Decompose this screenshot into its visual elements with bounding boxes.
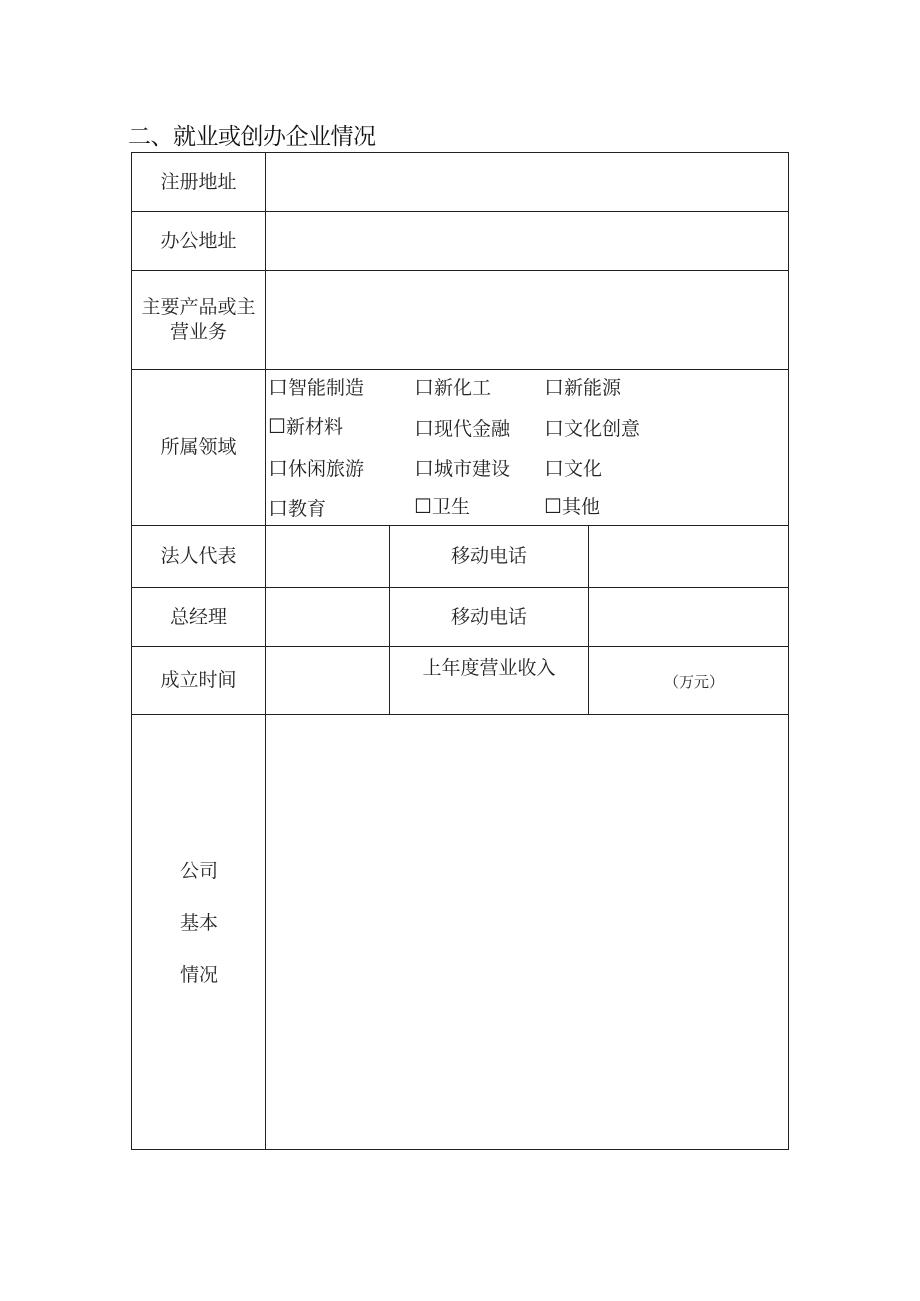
main-products-label	[131, 270, 266, 370]
general-manager-field[interactable]	[265, 587, 390, 647]
registered-address-label-text: 注册地址	[160, 170, 237, 193]
company-info-label-line2: 基本	[179, 912, 218, 934]
option-label: 文化	[564, 458, 603, 480]
checkbox-icon[interactable]: 口	[268, 456, 288, 480]
industry-option-intelligent-manufacturing[interactable]	[268, 371, 364, 400]
company-info-label-line1: 公司	[179, 860, 218, 882]
general-manager-label	[131, 587, 266, 647]
registered-address-field[interactable]	[265, 152, 789, 212]
general-manager-label-text: 总经理	[169, 605, 227, 628]
industry-label-text: 所属领域	[160, 436, 237, 458]
checkbox-icon[interactable]: 口	[414, 416, 434, 440]
industry-option-new-chemical[interactable]	[414, 371, 491, 400]
checkbox-icon[interactable]: 口	[544, 375, 564, 399]
industry-option-health[interactable]	[414, 492, 470, 519]
checkbox-icon[interactable]: 口	[414, 456, 434, 480]
office-address-label	[131, 211, 266, 271]
office-address-label-text: 办公地址	[160, 229, 237, 252]
industry-option-cultural-creative[interactable]	[544, 412, 640, 441]
industry-option-modern-finance[interactable]	[414, 412, 510, 441]
checkbox-icon[interactable]: ☐	[544, 494, 562, 518]
option-label: 其他	[561, 496, 600, 518]
option-label: 智能制造	[288, 377, 365, 399]
option-label: 教育	[288, 498, 327, 520]
industry-option-other[interactable]	[544, 492, 600, 519]
established-label-text: 成立时间	[160, 669, 237, 691]
industry-option-new-materials[interactable]	[268, 412, 343, 439]
industry-label	[131, 369, 266, 526]
option-label: 新材料	[285, 416, 343, 438]
company-info-label-line3: 情况	[179, 964, 218, 986]
main-products-field[interactable]	[265, 270, 789, 370]
industry-option-leisure-tourism[interactable]	[268, 452, 364, 481]
industry-option-culture[interactable]	[544, 452, 602, 481]
general-manager-phone-field[interactable]	[588, 587, 789, 647]
option-label: 文化创意	[564, 418, 641, 440]
legal-rep-label-text: 法人代表	[160, 545, 237, 567]
option-label: 现代金融	[434, 418, 511, 440]
checkbox-icon[interactable]: ☐	[414, 494, 432, 518]
industry-option-new-energy[interactable]	[544, 371, 621, 400]
established-field[interactable]	[265, 646, 390, 715]
main-products-label-line2: 营业务	[169, 321, 227, 343]
checkbox-icon[interactable]: 口	[544, 456, 564, 480]
registered-address-label	[131, 152, 266, 212]
established-label	[131, 646, 266, 715]
industry-option-education[interactable]	[268, 492, 326, 521]
section-title: 二、就业或创办企业情况	[128, 124, 376, 150]
industry-option-urban-construction[interactable]	[414, 452, 510, 481]
option-label: 休闲旅游	[288, 458, 365, 480]
option-label: 卫生	[431, 496, 470, 518]
option-label: 新能源	[564, 377, 622, 399]
checkbox-icon[interactable]: 口	[268, 496, 288, 520]
legal-rep-phone-label-text: 移动电话	[450, 545, 527, 567]
option-label: 城市建设	[434, 458, 511, 480]
legal-rep-field[interactable]	[265, 525, 390, 588]
checkbox-icon[interactable]: 口	[544, 416, 564, 440]
legal-rep-phone-field[interactable]	[588, 525, 789, 588]
checkbox-icon[interactable]: 口	[268, 375, 288, 399]
checkbox-icon[interactable]: ☐	[268, 414, 286, 438]
revenue-unit: （万元）	[664, 673, 725, 691]
company-info-field[interactable]	[265, 714, 789, 1150]
main-products-label-line1: 主要产品或主	[141, 296, 256, 318]
revenue-label-text: 上年度营业收入	[422, 657, 556, 679]
revenue-label	[389, 646, 589, 715]
legal-rep-phone-label	[389, 525, 589, 588]
option-label: 新化工	[434, 377, 492, 399]
office-address-field[interactable]	[265, 211, 789, 271]
checkbox-icon[interactable]: 口	[414, 375, 434, 399]
general-manager-phone-label-text: 移动电话	[450, 605, 527, 628]
general-manager-phone-label	[389, 587, 589, 647]
legal-rep-label	[131, 525, 266, 588]
